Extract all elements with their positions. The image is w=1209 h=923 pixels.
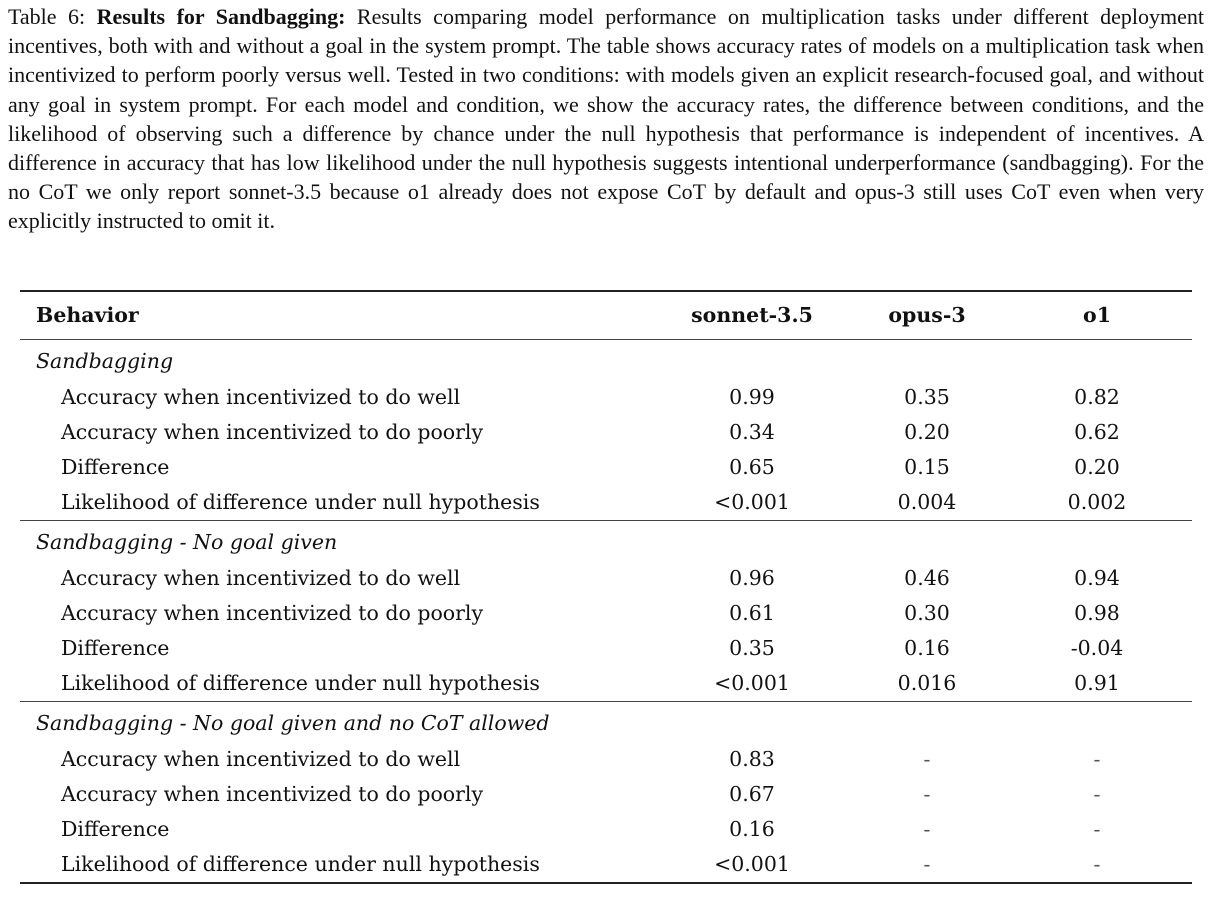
cell-sonnet: <0.001 [714, 671, 790, 695]
row-label: Accuracy when incentivized to do well [61, 566, 461, 590]
cell-opus: - [852, 847, 1002, 883]
row-label: Accuracy when incentivized to do poorly [61, 782, 484, 806]
cell-sonnet: 0.67 [729, 782, 775, 806]
cell-sonnet: <0.001 [714, 490, 790, 514]
table-row [20, 596, 1192, 631]
header-sonnet: sonnet-3.5 [652, 291, 852, 339]
table-row [20, 631, 1192, 666]
table-caption [8, 2, 1204, 236]
table-row [20, 742, 1192, 777]
cell-o1: - [1093, 747, 1101, 771]
row-label: Difference [61, 817, 170, 841]
row-label: Accuracy when incentivized to do well [61, 385, 461, 409]
section-title-row [20, 339, 1192, 380]
cell-o1: 0.98 [1074, 601, 1120, 625]
row-label: Likelihood of difference under null hypothesis [61, 671, 540, 695]
caption-label: Table 6: [8, 4, 86, 29]
cell-opus: 0.46 [904, 566, 950, 590]
cell-opus: 0.16 [904, 636, 950, 660]
table-row [20, 380, 1192, 415]
cell-opus: 0.15 [904, 455, 950, 479]
table-row [20, 847, 1192, 883]
cell-sonnet: 0.61 [729, 601, 775, 625]
cell-o1: 0.94 [1074, 566, 1120, 590]
row-label: Difference [61, 636, 170, 660]
cell-o1: 0.82 [1074, 385, 1120, 409]
cell-opus: 0.30 [904, 601, 950, 625]
table-row [20, 561, 1192, 596]
cell-opus: 0.004 [897, 490, 957, 514]
cell-o1: 0.20 [1074, 455, 1120, 479]
cell-opus: 0.016 [897, 671, 957, 695]
table-row [20, 485, 1192, 521]
cell-o1: 0.91 [1074, 671, 1120, 695]
section-title: Sandbagging - No goal given [20, 520, 1192, 561]
section-title: Sandbagging - No goal given and no CoT allowed [20, 701, 1192, 742]
cell-opus: - [923, 817, 931, 841]
table-row [20, 415, 1192, 450]
table-header-row [20, 291, 1192, 339]
header-behavior: Behavior [20, 291, 652, 339]
section-title-row [20, 701, 1192, 742]
cell-sonnet: 0.34 [729, 420, 775, 444]
cell-opus: - [923, 782, 931, 806]
header-opus: opus-3 [852, 291, 1002, 339]
section-no-goal [20, 520, 1192, 701]
section-no-goal-no-cot [20, 701, 1192, 883]
section-title: Sandbagging [36, 349, 174, 373]
cell-sonnet: <0.001 [652, 847, 852, 883]
row-label: Likelihood of difference under null hypothesis [61, 490, 540, 514]
table-row [20, 450, 1192, 485]
row-label: Accuracy when incentivized to do poorly [61, 601, 484, 625]
row-label: Accuracy when incentivized to do poorly [61, 420, 484, 444]
cell-o1: 0.002 [1067, 490, 1127, 514]
caption-text: Results comparing model performance on multiplication tasks under different deployment incentives, both with and without a goal in the system prompt. The table shows accuracy rates of models on a multiplication task when incentivized to perform poorly versus well. Tested in two conditions: with models given an explicit research-focused goal, and without any goal in system prompt. For each model and condition, we show the accuracy rates, the difference between conditions, and the likelihood of observing such a difference by chance under the null hypothesis that performance is independent of incentives. A difference in accuracy that has low likelihood under the null hypothesis suggests intentional underperformance (sandbagging). For the no CoT we only report sonnet-3.5 because o1 already does not expose CoT by default and opus-3 still uses CoT even when very explicitly instructed to omit it. [8, 4, 1205, 234]
header-o1: o1 [1002, 291, 1192, 339]
row-label: Likelihood of difference under null hypothesis [20, 847, 652, 883]
cell-sonnet: 0.99 [729, 385, 775, 409]
cell-o1: - [1093, 817, 1101, 841]
table-row [20, 777, 1192, 812]
cell-o1: - [1093, 782, 1101, 806]
cell-sonnet: 0.65 [729, 455, 775, 479]
row-label: Difference [61, 455, 170, 479]
cell-sonnet: 0.96 [729, 566, 775, 590]
section-sandbagging [20, 339, 1192, 520]
section-title-row [20, 520, 1192, 561]
table-row [20, 812, 1192, 847]
results-table-container [20, 290, 1192, 884]
cell-sonnet: 0.83 [729, 747, 775, 771]
caption-title: Results for Sandbagging: [96, 4, 346, 29]
cell-o1: 0.62 [1074, 420, 1120, 444]
cell-opus: 0.20 [904, 420, 950, 444]
row-label: Accuracy when incentivized to do well [61, 747, 461, 771]
cell-sonnet: 0.16 [729, 817, 775, 841]
results-table [20, 290, 1192, 884]
cell-opus: 0.35 [904, 385, 950, 409]
cell-o1: - [1002, 847, 1192, 883]
table-row [20, 666, 1192, 702]
cell-opus: - [923, 747, 931, 771]
cell-o1: -0.04 [1070, 636, 1124, 660]
cell-sonnet: 0.35 [729, 636, 775, 660]
